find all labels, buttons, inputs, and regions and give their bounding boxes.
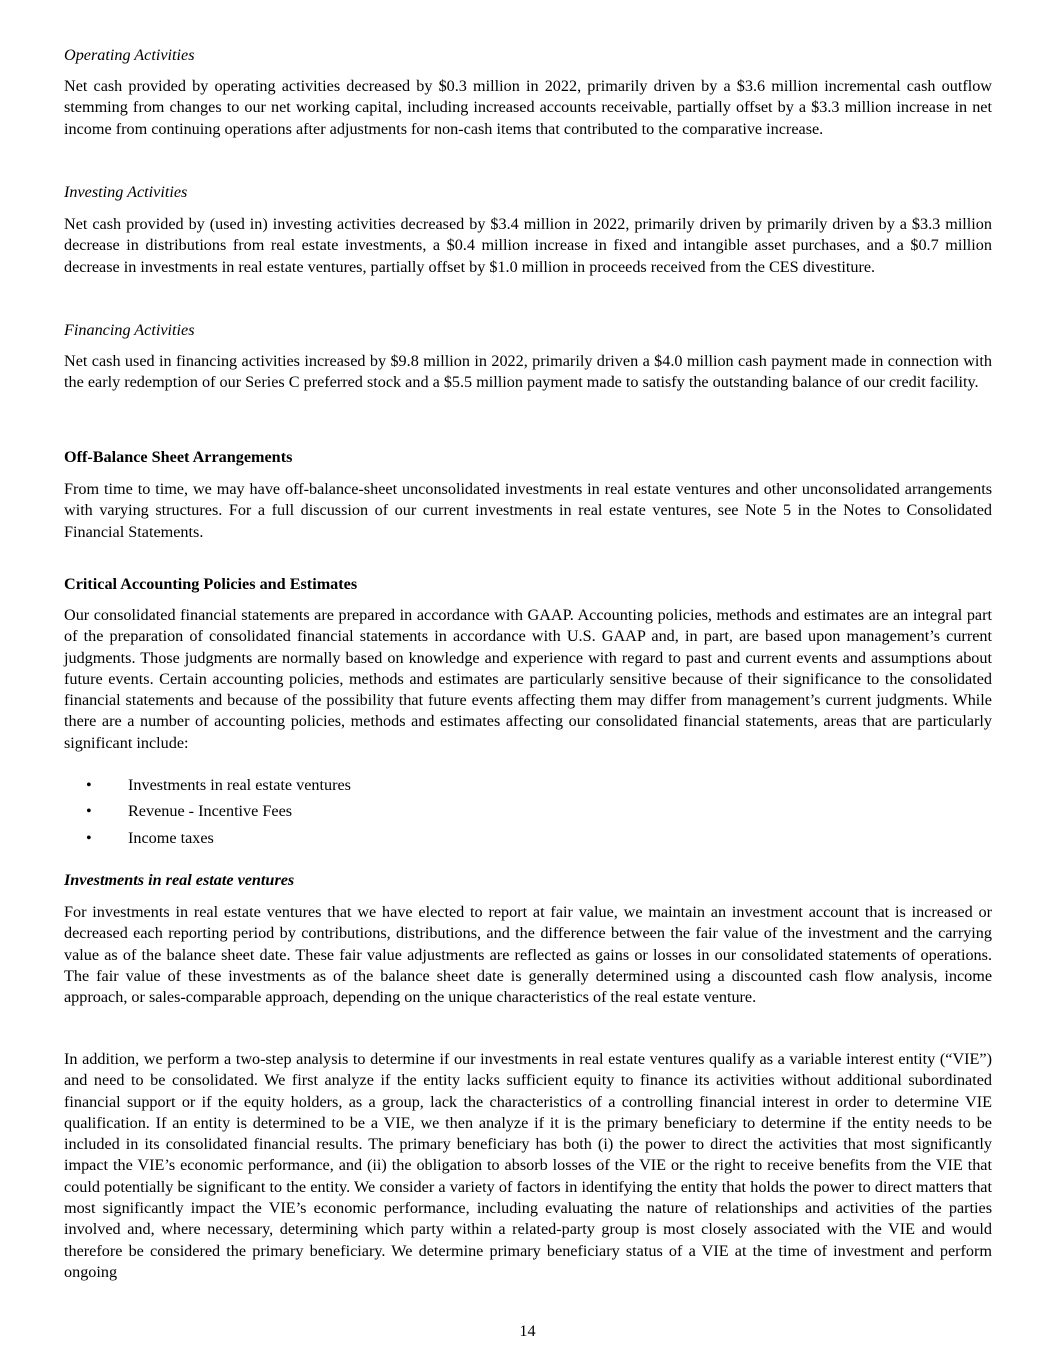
operating-activities-heading: Operating Activities xyxy=(64,46,195,64)
bullet-text: Investments in real estate ventures xyxy=(128,776,351,794)
critical-accounting-heading: Critical Accounting Policies and Estimates xyxy=(64,575,358,593)
investing-activities-paragraph: Net cash provided by (used in) investing activities decreased by $3.4 million in 2022, primarily driven by primarily driven by a $3.3 million decrease in distributions from real estate investments, a $0.4 million increase in fixed and intangible asset purchases, and a $0.7 million decrease in investments in real estate ventures, partially offset by $1.0 million in proceeds received from the CES divestiture. xyxy=(64,215,992,276)
bullet-item xyxy=(64,775,351,796)
bullet-item xyxy=(64,801,292,822)
investing-activities-heading: Investing Activities xyxy=(64,183,188,201)
page-number: 14 xyxy=(519,1322,536,1340)
off-balance-paragraph: From time to time, we may have off-balance-sheet unconsolidated investments in real estate ventures and other unconsolidated arrangements with varying structures. For a full discussion of our current investments in real estate ventures, see Note 5 in the Notes to Consolidated Financial Statements. xyxy=(64,480,992,541)
operating-activities-paragraph: Net cash provided by operating activities decreased by $0.3 million in 2022, primarily driven by a $3.6 million incremental cash outflow stemming from changes to our net working capital, including increased accounts receivable, partially offset by a $3.3 million increase in net income from continuing operations after adjustments for non-cash items that contributed to the comparative increase. xyxy=(64,77,992,138)
bullet-icon: • xyxy=(86,829,92,847)
investments-paragraph-2: In addition, we perform a two-step analysis to determine if our investments in real estate ventures qualify as a variable interest entity (“VIE”) and need to be consolidated. We first analyze if the entity lacks sufficient equity to finance its activities without additional subordinated financial support or if the equity holders, as a group, lack the characteristics of a controlling financial interest in order to determine VIE qualification. If an entity is determined to be a VIE, we then analyze if it is the primary beneficiary to determine if the entity needs to be included in its consolidated financial results. The primary beneficiary has both (i) the power to direct the activities that most significantly impact the VIE’s economic performance, and (ii) the obligation to absorb losses of the VIE or the right to receive benefits from the VIE that could potentially be significant to the entity. We consider a variety of factors in identifying the entity that holds the power to direct matters that most significantly impact the VIE’s economic performance, including evaluating the nature of relationships and activities of the parties involved and, where necessary, determining which party within a related-party group is most closely associated with the VIE and would therefore be considered the primary beneficiary. We determine primary beneficiary status of a VIE at the time of investment and perform ongoing xyxy=(64,1050,992,1281)
critical-accounting-paragraph: Our consolidated financial statements are prepared in accordance with GAAP. Accounting policies, methods and estimates are an integral part of the preparation of consolidated financial statements in accordance with U.S. GAAP and, in part, are based upon management’s current judgments. Those judgments are normally based on knowledge and experience with regard to past and current events and assumptions about future events. Certain accounting policies, methods and estimates are particularly sensitive because of their significance to the consolidated financial statements and because of the possibility that future events affecting them may differ from management’s current judgments. While there are a number of accounting policies, methods and estimates affecting our consolidated financial statements, areas that are particularly significant include: xyxy=(64,606,992,752)
financing-activities-heading: Financing Activities xyxy=(64,321,195,339)
investments-heading: Investments in real estate ventures xyxy=(64,871,295,889)
bullet-text: Revenue - Incentive Fees xyxy=(128,802,293,820)
bullet-icon: • xyxy=(86,776,92,794)
bullet-text: Income taxes xyxy=(128,829,214,847)
bullet-item xyxy=(64,828,214,849)
bullet-icon: • xyxy=(86,802,92,820)
financing-activities-paragraph: Net cash used in financing activities increased by $9.8 million in 2022, primarily driven a $4.0 million cash payment made in connection with the early redemption of our Series C preferred stock and a $5.5 million payment made to satisfy the outstanding balance of our credit facility. xyxy=(64,352,992,392)
off-balance-heading: Off-Balance Sheet Arrangements xyxy=(64,448,293,466)
investments-paragraph-1: For investments in real estate ventures that we have elected to report at fair value, we maintain an investment account that is increased or decreased each reporting period by contributions, distributions, and the difference between the fair value of the investment and the carrying value as of the balance sheet date. These fair value adjustments are reflected as gains or losses in our consolidated statements of operations. The fair value of these investments as of the balance sheet date is generally determined using a discounted cash flow analysis, income approach, or sales-comparable approach, depending on the unique characteristics of the real estate venture. xyxy=(64,903,992,1007)
